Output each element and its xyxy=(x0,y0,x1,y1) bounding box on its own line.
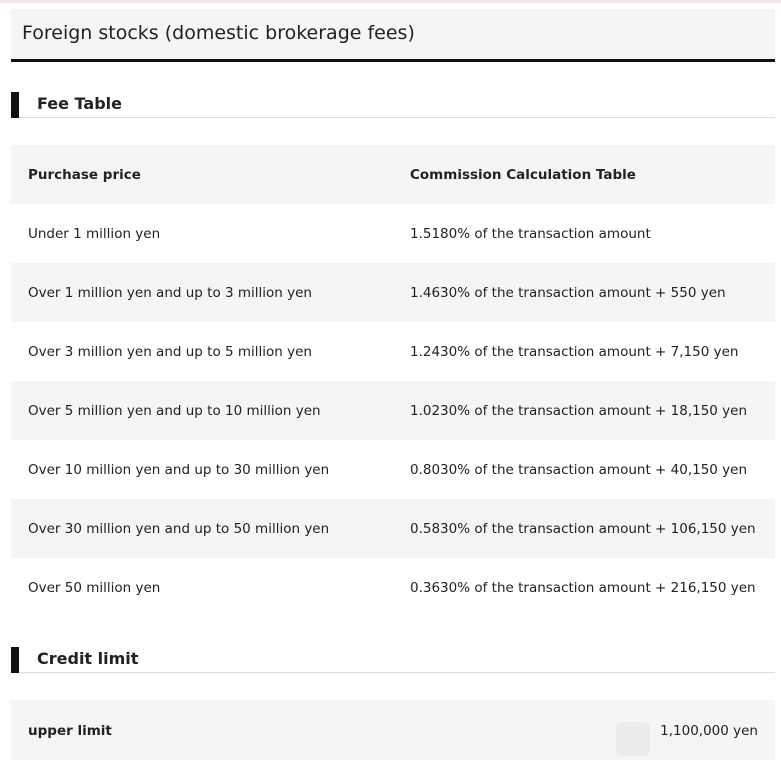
table-row xyxy=(11,204,775,263)
section-heading: Fee Table xyxy=(37,94,122,113)
credit-row xyxy=(11,700,775,760)
credit-label: upper limit xyxy=(28,723,112,739)
section-heading: Credit limit xyxy=(37,649,139,668)
table-row xyxy=(11,263,775,322)
table-cell: Over 50 million yen xyxy=(28,580,161,596)
table-cell: 1.0230% of the transaction amount + 18,150 yen xyxy=(410,403,748,419)
table-row xyxy=(11,499,775,558)
table-cell: Over 1 million yen and up to 3 million yen xyxy=(28,285,312,301)
table-cell: Over 10 million yen and up to 30 million yen xyxy=(28,462,330,478)
section-credit-limit xyxy=(11,647,775,673)
table-cell: 0.8030% of the transaction amount + 40,150 yen xyxy=(410,462,748,478)
top-strip xyxy=(0,0,781,3)
table-row xyxy=(11,558,775,617)
section-marker xyxy=(11,92,19,118)
section-fee-table xyxy=(11,92,775,118)
table-header xyxy=(11,145,775,204)
table-cell: 1.2430% of the transaction amount + 7,150 yen xyxy=(410,344,739,360)
table-row xyxy=(11,381,775,440)
table-cell: 0.3630% of the transaction amount + 216,150 yen xyxy=(410,580,756,596)
page-title-box xyxy=(11,9,775,62)
table-cell: 0.5830% of the transaction amount + 106,150 yen xyxy=(410,521,756,537)
table-cell: Over 30 million yen and up to 50 million yen xyxy=(28,521,330,537)
credit-value: 1,100,000 yen xyxy=(660,723,758,739)
column-header: Commission Calculation Table xyxy=(410,167,636,183)
section-marker xyxy=(11,647,19,673)
table-cell: 1.4630% of the transaction amount + 550 yen xyxy=(410,285,726,301)
table-cell: 1.5180% of the transaction amount xyxy=(410,226,651,242)
column-header: Purchase price xyxy=(28,167,141,183)
watermark-logo-icon xyxy=(616,722,650,756)
page-title: Foreign stocks (domestic brokerage fees) xyxy=(22,22,415,44)
fee-table xyxy=(11,145,775,617)
table-cell: Over 5 million yen and up to 10 million yen xyxy=(28,403,321,419)
table-row xyxy=(11,440,775,499)
table-row xyxy=(11,322,775,381)
table-cell: Over 3 million yen and up to 5 million yen xyxy=(28,344,312,360)
table-cell: Under 1 million yen xyxy=(28,226,161,242)
